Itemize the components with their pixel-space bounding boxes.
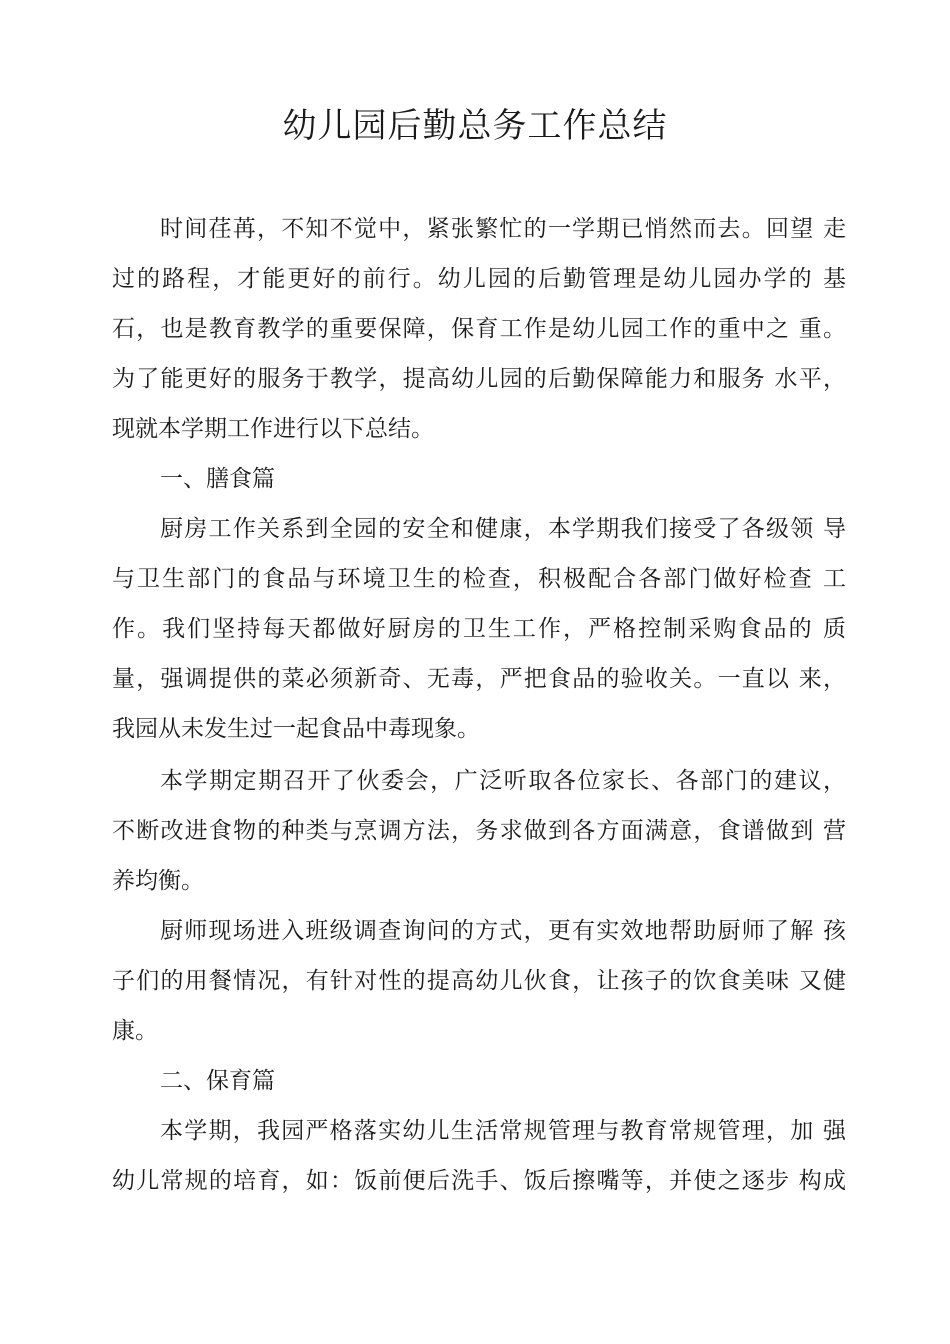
paragraph-line: 与卫生部门的食品与环境卫生的检查，积极配合各部门做好检查 工: [112, 566, 846, 592]
paragraph-line: 时间荏苒，不知不觉中，紧张繁忙的一学期已悄然而去。回望 走: [160, 216, 846, 242]
paragraph-line: 为了能更好的服务于教学，提高幼儿园的后勤保障能力和服务 水平，: [112, 366, 846, 392]
paragraph-line: 幼儿常规的培育，如：饭前便后洗手、饭后擦嘴等，并使之逐步 构成: [112, 1168, 846, 1194]
paragraph-line: 养均衡。: [112, 868, 204, 894]
paragraph-line: 厨房工作关系到全园的安全和健康，本学期我们接受了各级领 导: [160, 516, 846, 542]
section-heading: 一、膳食篇: [160, 466, 275, 492]
paragraph-line: 现就本学期工作进行以下总结。: [112, 416, 434, 442]
paragraph-line: 本学期定期召开了伙委会，广泛听取各位家长、各部门的建议，: [160, 768, 846, 794]
paragraph-line: 康。: [112, 1018, 158, 1044]
section-heading: 二、保育篇: [160, 1068, 275, 1094]
paragraph-line: 石，也是教育教学的重要保障，保育工作是幼儿园工作的重中之 重。: [112, 316, 846, 342]
paragraph-line: 本学期，我园严格落实幼儿生活常规管理与教育常规管理，加 强: [160, 1118, 846, 1144]
paragraph-line: 我园从未发生过一起食品中毒现象。: [112, 716, 480, 742]
paragraph-line: 量，强调提供的菜必须新奇、无毒，严把食品的验收关。一直以 来，: [112, 666, 846, 692]
paragraph-line: 作。我们坚持每天都做好厨房的卫生工作，严格控制采购食品的 质: [112, 616, 846, 642]
paragraph-line: 不断改进食物的种类与烹调方法，务求做到各方面满意，食谱做到 营: [112, 818, 846, 844]
paragraph-line: 子们的用餐情况，有针对性的提高幼儿伙食，让孩子的饮食美味 又健: [112, 968, 846, 994]
paragraph-line: 过的路程，才能更好的前行。幼儿园的后勤管理是幼儿园办学的 基: [112, 266, 846, 292]
paragraph-line: 厨师现场进入班级调查询问的方式，更有实效地帮助厨师了解 孩: [160, 918, 846, 944]
document-title: 幼儿园后勤总务工作总结: [282, 106, 668, 146]
